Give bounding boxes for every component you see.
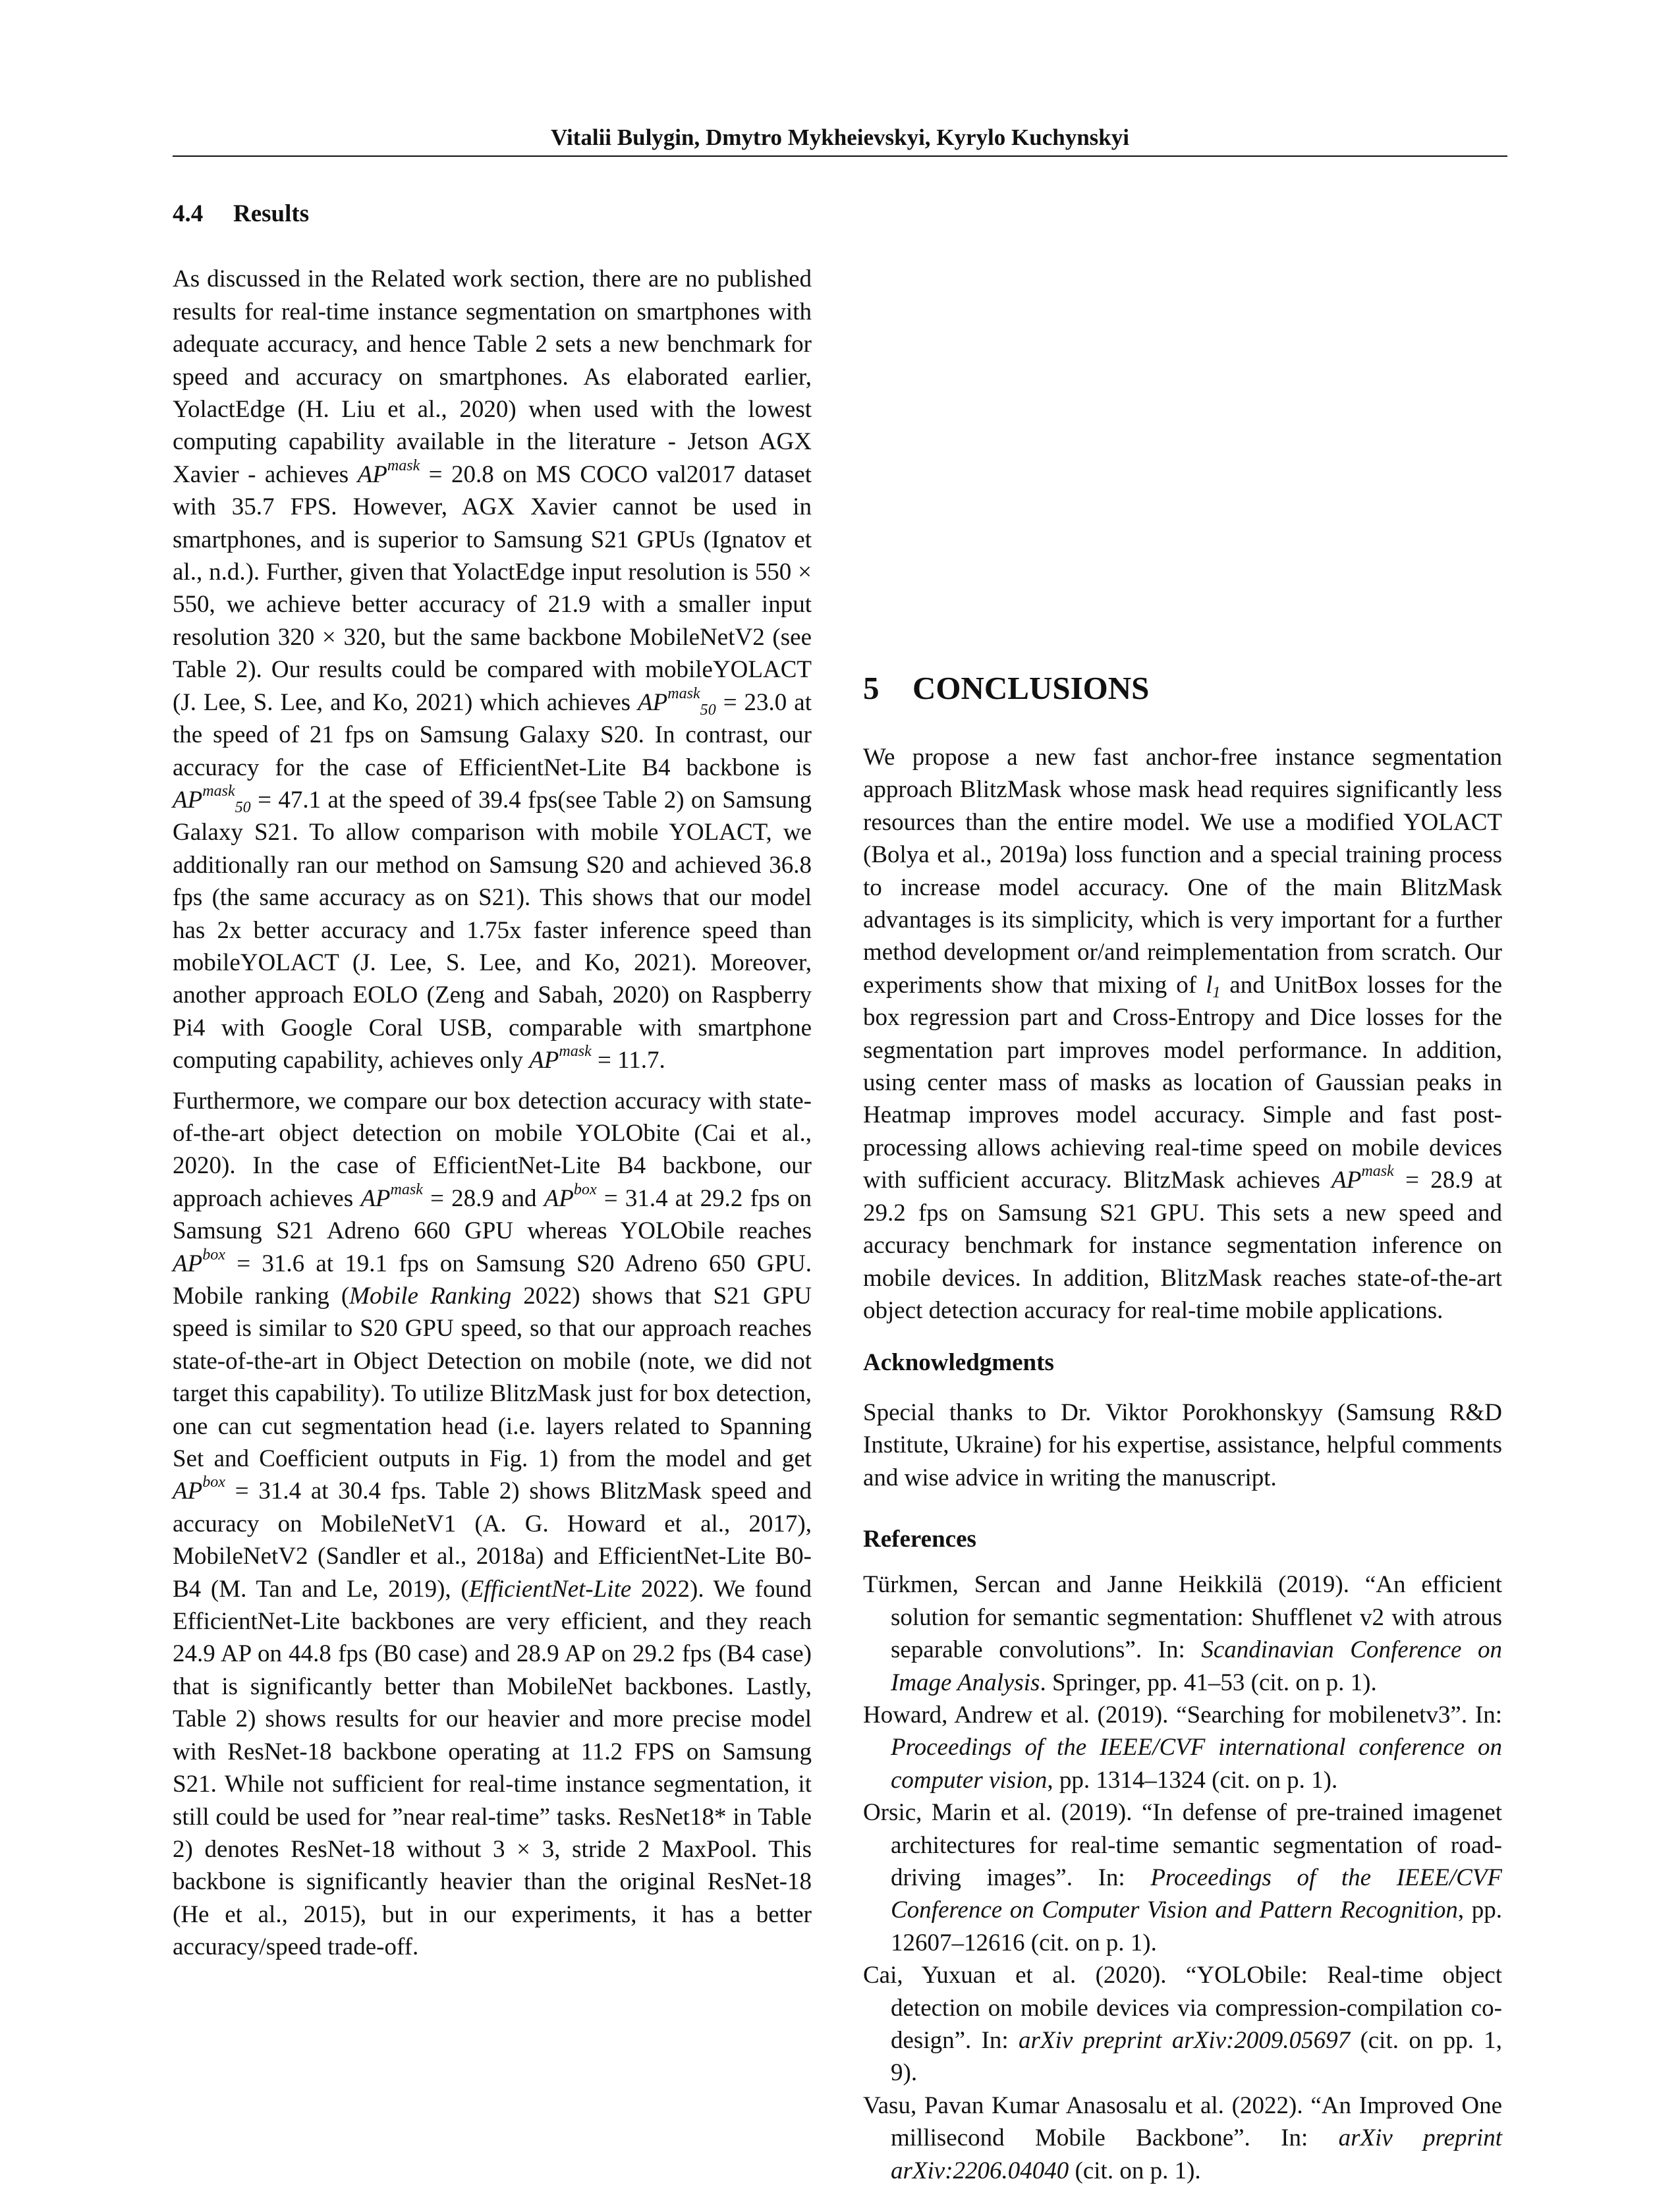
math-ap-box: $AP^{box}$: [173, 1474, 225, 1505]
math-ap50-mask: $AP^{mask}_{50}$: [173, 782, 251, 817]
left-column: [173, 198, 812, 1964]
acknowledgments-paragraph: Special thanks to Dr. Viktor Porokhonskyy (Samsung R&D Institute, Ukraine) for his expertise, assistance, helpful comments and wise advice in writing the manuscript.: [863, 1398, 1502, 1491]
section-title: CONCLUSIONS: [912, 670, 1150, 706]
results-paragraph-2: Furthermore, we compare our box detection accuracy with state-of-the-art object detection on mobile YOLObite (Cai et al., 2020). In the case of EfficientNet-Lite B4 backbone, our approach achieves $AP^{mask} = 28.9$ and $AP^{box} = 31.4$ at 29.2 fps on Samsung S21 Adreno 660 GPU whereas YOLObile reaches $AP^{box} = 31.6$ at 19.1 fps on Samsung S20 Adreno 650 GPU. Mobile ranking (Mobile Ranking 2022) shows that S21 GPU speed is similar to S20 GPU speed, so that our approach reaches state-of-the-art in Object Detection on mobile (note, we did not target this capability). To utilize BlitzMask just for box detection, one can cut segmentation head (i.e. layers related to Spanning Set and Coefficient outputs in Fig. 1) from the model and get $AP^{box} = 31.4$ at 30.4 fps. Table 2) shows BlitzMask speed and accuracy on MobileNetV1 (A. G. Howard et al., 2017), MobileNetV2 (Sandler et al., 2018a) and EfficientNet-Lite B0-B4 (M. Tan and Le, 2019), (EfficientNet-Lite 2022). We found EfficientNet-Lite backbones are very efficient, and they reach 24.9 AP on 44.8 fps (B0 case) and 28.9 AP on 29.2 fps (B4 case) that is significantly better than MobileNet backbones. Lastly, Table 2) shows results for our heavier and more precise model with ResNet-18 backbone operating at 11.2 FPS on Samsung S21. While not sufficient for real-time instance segmentation, it still could be used for ”near real-time” tasks. ResNet18* in Table 2) denotes ResNet-18 without 3 × 3, stride 2 MaxPool. This backbone is significantly heavier than the original ResNet-18 (He et al., 2015), but in our experiments, it has a better accuracy/speed trade-off.: [173, 1087, 812, 1961]
reference-item: Vasu, Pavan Kumar Anasosalu et al. (2022). “An Improved One millisecond Mobile Backbone”. In: arXiv preprint arXiv:2206.04040 (cit. on p. 1).: [863, 2091, 1502, 2184]
math-ap-box: $AP^{box}$: [544, 1180, 597, 1212]
conclusions-paragraph: We propose a new fast anchor-free instance segmentation approach BlitzMask whose mask head requires significantly less resources than the entire model. We use a modified YOLACT (Bolya et al., 2019a) loss function and a special training process to increase model accuracy. One of the main BlitzMask advantages is its simplicity, which is very important for a further method development or/and reimplementation from scratch. Our experiments show that mixing of $l_1$ and UnitBox losses for the box regression part and Cross-Entropy and Dice losses for the segmentation part improves model performance. In addition, using center mass of masks as location of Gaussian peaks in Heatmap improves model accuracy. Simple and fast post-processing allows achieving real-time speed on mobile devices with sufficient accuracy. BlitzMask achieves $AP^{mask} = 28.9$ at 29.2 fps on Samsung S21 GPU. This sets a new speed and accuracy benchmark for instance segmentation inference on mobile devices. In addition, BlitzMask reaches state-of-the-art object detection accuracy for real-time mobile applications.: [863, 744, 1502, 1324]
running-head-authors: Vitalii Bulygin, Dmytro Mykheievskyi, Kyrylo Kuchynskyi: [550, 125, 1129, 150]
reference-item: Cai, Yuxuan et al. (2020). “YOLObile: Real-time object detection on mobile devices via compression-compilation co-design”. In: arXiv preprint arXiv:2009.05697 (cit. on pp. 1, 9).: [863, 1962, 1502, 2087]
reference-list: [863, 1568, 1502, 2187]
header-rule: [173, 155, 1507, 157]
math-ap50-mask: $AP^{mask}_{50}$: [638, 684, 716, 719]
math-l1: $l_1$: [1206, 971, 1221, 1002]
section-number: 4.4: [173, 200, 204, 227]
reference-item: Orsic, Marin et al. (2019). “In defense of pre-trained imagenet architectures for real-time semantic segmentation of road-driving images”. In: Proceedings of the IEEE/CVF Conference on Computer Vision and Pattern Recognition, pp. 12607–12616 (cit. on p. 1).: [863, 1799, 1502, 1956]
acknowledgments-heading: Acknowledgments: [863, 1349, 1054, 1377]
math-ap-mask: $AP^{mask}$: [357, 457, 420, 488]
section-title: Results: [233, 200, 310, 227]
section-heading-conclusions: [863, 669, 1502, 708]
math-ap-mask: $AP^{mask}$: [529, 1043, 592, 1074]
section-heading-results: [173, 198, 812, 230]
math-ap-mask: $AP^{mask}$: [1331, 1163, 1394, 1194]
reference-item: Türkmen, Sercan and Janne Heikkilä (2019). “An efficient solution for semantic segmentation: Shufflenet v2 with atrous separable convolutions”. In: Scandinavian Conference on Image Analysis. Springer, pp. 41–53 (cit. on p. 1).: [863, 1571, 1503, 1696]
right-column: [863, 669, 1502, 2187]
math-ap-mask: $AP^{mask}$: [360, 1180, 423, 1212]
reference-item: Howard, Andrew et al. (2019). “Searching for mobilenetv3”. In: Proceedings of the IEEE/CVF international conference on computer vision, pp. 1314–1324 (cit. on p. 1).: [863, 1701, 1502, 1794]
results-paragraph-1: As discussed in the Related work section, there are no published results for real-time instance segmentation on smartphones with adequate accuracy, and hence Table 2 sets a new benchmark for speed and accuracy on smartphones. As elaborated earlier, YolactEdge (H. Liu et al., 2020) when used with the lowest computing capability available in the literature - Jetson AGX Xavier - achieves $AP^{mask} = 20.8$ on MS COCO val2017 dataset with 35.7 FPS. However, AGX Xavier cannot be used in smartphones, and is superior to Samsung S21 GPUs (Ignatov et al., n.d.). Further, given that YolactEdge input resolution is 550 × 550, we achieve better accuracy of 21.9 with a smaller input resolution 320 × 320, but the same backbone MobileNetV2 (see Table 2). Our results could be compared with mobileYOLACT (J. Lee, S. Lee, and Ko, 2021) which achieves $AP^{mask}_{50} = 23.0$ at the speed of 21 fps on Samsung Galaxy S20. In contrast, our accuracy for the case of EfficientNet-Lite B4 backbone is $AP^{mask}_{50} = 47.1$ at the speed of 39.4 fps(see Table 2) on Samsung Galaxy S21. To allow comparison with mobile YOLACT, we additionally ran our method on Samsung S20 and achieved 36.8 fps (the same accuracy as on S21). This shows that our model has 2x better accuracy and 1.75x faster inference speed than mobileYOLACT (J. Lee, S. Lee, and Ko, 2021). Moreover, another approach EOLO (Zeng and Sabah, 2020) on Raspberry Pi4 with Google Coral USB, comparable with smartphone computing capability, achieves only $AP^{mask} = 11.7$.: [173, 265, 812, 1074]
references-heading: References: [863, 1525, 976, 1553]
section-number: 5: [863, 670, 880, 706]
math-ap-box: $AP^{box}$: [173, 1246, 225, 1277]
